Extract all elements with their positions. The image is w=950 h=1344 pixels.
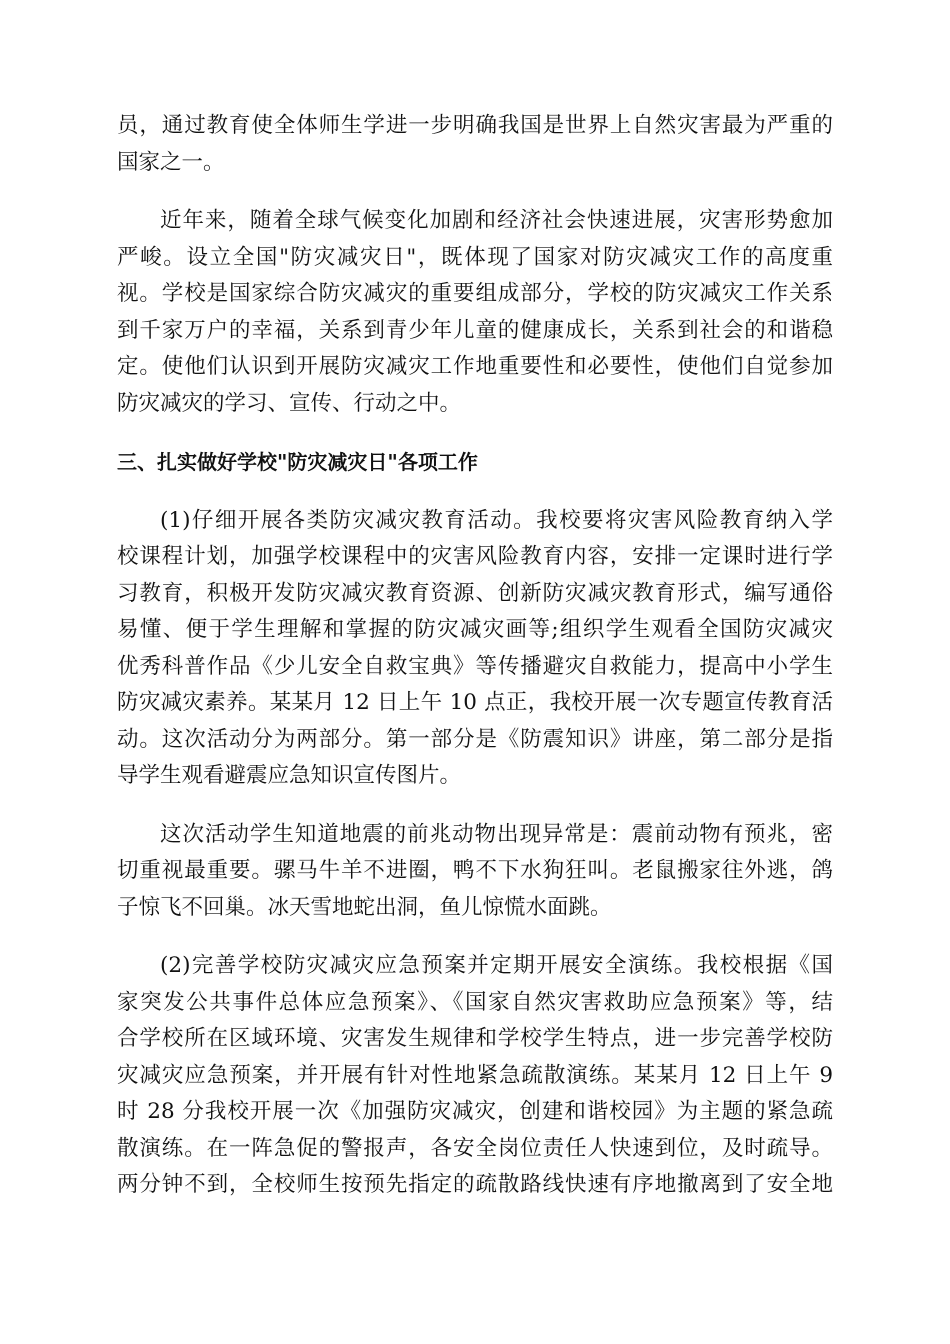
document-page [117, 108, 833, 1204]
text-line: 习教育，积极开发防灾减灾教育资源、创新防灾减灾教育形式，编写通俗 [117, 580, 833, 606]
section-heading: 三、扎实做好学校"防灾减灾日"各项工作 [117, 450, 478, 474]
text-line: 灾减灾应急预案，并开展有针对性地紧急疏散演练。某某月 12 日上午 9 [117, 1062, 833, 1088]
text-line: 到千家万户的幸福，关系到青少年儿童的健康成长，关系到社会的和谐稳 [117, 317, 833, 343]
text-line: 防灾减灾的学习、宣传、行动之中。 [117, 390, 462, 416]
text-line: 两分钟不到，全校师生按预先指定的疏散路线快速有序地撤离到了安全地 [117, 1172, 833, 1197]
text-line: 子惊飞不回巢。冰天雪地蛇出洞，鱼儿惊慌水面跳。 [117, 894, 612, 920]
text-line: 这次活动学生知道地震的前兆动物出现异常是：震前动物有预兆，密 [160, 821, 833, 847]
text-line: 散演练。在一阵急促的警报声，各安全岗位责任人快速到位，及时疏导。 [117, 1135, 833, 1161]
text-line: 动。这次活动分为两部分。第一部分是《防震知识》讲座，第二部分是指 [117, 726, 833, 752]
text-line: 合学校所在区域环境、灾害发生规律和学校学生特点，进一步完善学校防 [117, 1026, 833, 1051]
text-line: 易懂、便于学生理解和掌握的防灾减灾画等;组织学生观看全国防灾减灾 [117, 617, 833, 642]
paragraph-emergency-drill [117, 948, 833, 1204]
text-line: 定。使他们认识到开展防灾减灾工作地重要性和必要性，使他们自觉参加 [117, 354, 833, 379]
text-line: 切重视最重要。骡马牛羊不进圈，鸭不下水狗狂叫。老鼠搬家往外逃，鸽 [117, 858, 833, 883]
text-line: (2)完善学校防灾减灾应急预案并定期开展安全演练。我校根据《国 [160, 953, 833, 978]
paragraph-earthquake-signs [117, 817, 833, 927]
text-line: 防灾减灾素养。某某月 12 日上午 10 点正，我校开展一次专题宣传教育活 [117, 690, 833, 715]
text-line: 近年来，随着全球气候变化加剧和经济社会快速进展，灾害形势愈加 [160, 208, 833, 233]
text-line: 优秀科普作品《少儿安全自救宝典》等传播避灾自救能力，提高中小学生 [117, 653, 833, 679]
text-line: 国家之一。 [117, 149, 225, 175]
paragraph-education-activities [117, 503, 833, 795]
text-line: 导学生观看避震应急知识宣传图片。 [117, 763, 462, 788]
text-line: 时 28 分我校开展一次《加强防灾减灾，创建和谐校园》为主题的紧急疏 [117, 1099, 833, 1124]
text-line: 家突发公共事件总体应急预案》、《国家自然灾害救助应急预案》等，结 [117, 989, 833, 1015]
text-line: 校课程计划，加强学校课程中的灾害风险教育内容，安排一定课时进行学 [117, 544, 833, 569]
paragraph-continuation [117, 108, 833, 181]
paragraph-disaster-situation [117, 203, 833, 422]
text-line: (1)仔细开展各类防灾减灾教育活动。我校要将灾害风险教育纳入学 [160, 507, 833, 533]
text-line: 严峻。设立全国"防灾减灾日"，既体现了国家对防灾减灾工作的高度重 [117, 244, 833, 270]
text-line: 视。学校是国家综合防灾减灾的重要组成部分，学校的防灾减灾工作关系 [117, 281, 833, 306]
text-line: 员，通过教育使全体师生学进一步明确我国是世界上自然灾害最为严重的 [117, 113, 833, 138]
